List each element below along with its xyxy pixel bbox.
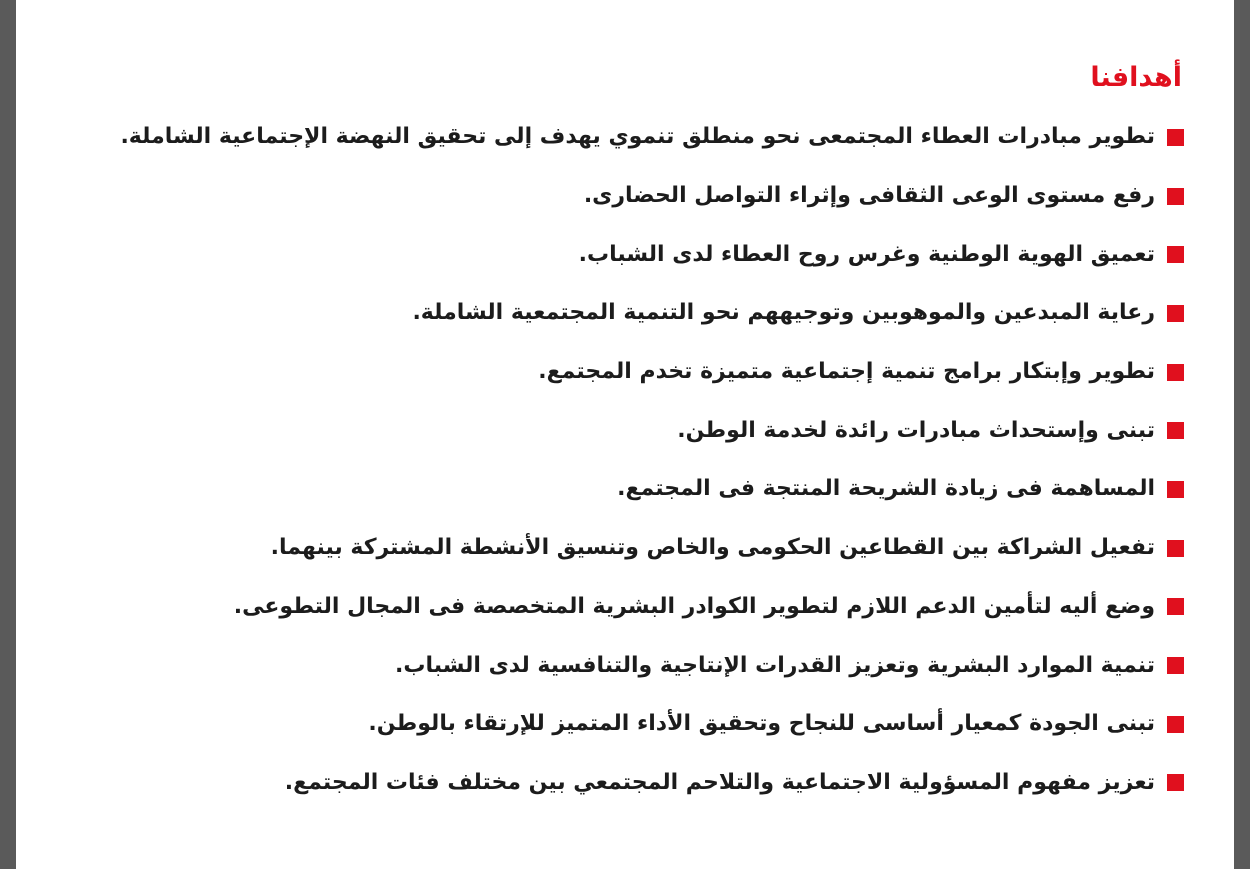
red-square-bullet-icon [1167,422,1184,439]
goal-item [34,284,1184,343]
red-square-bullet-icon [1167,540,1184,557]
red-square-bullet-icon [1167,188,1184,205]
goal-item [34,636,1184,695]
goal-text: تبنى الجودة كمعيار أساسى للنجاح وتحقيق الأداء المتميز للإرتقاء بالوطن. [368,711,1155,737]
red-square-bullet-icon [1167,774,1184,791]
goal-item [34,578,1184,637]
goal-text: المساهمة فى زيادة الشريحة المنتجة فى المجتمع. [617,476,1155,502]
goal-item [34,167,1184,226]
goal-item [34,343,1184,402]
goal-item [34,401,1184,460]
goal-text: تفعيل الشراكة بين القطاعين الحكومى والخاص وتنسيق الأنشطة المشتركة بينهما. [270,535,1155,561]
red-square-bullet-icon [1167,481,1184,498]
goal-text: تطوير مبادرات العطاء المجتمعى نحو منطلق تنموي يهدف إلى تحقيق النهضة الإجتماعية الشاملة. [120,124,1155,150]
red-square-bullet-icon [1167,657,1184,674]
red-square-bullet-icon [1167,129,1184,146]
goal-item [34,225,1184,284]
document-page [16,0,1234,869]
goal-item [34,519,1184,578]
red-square-bullet-icon [1167,305,1184,322]
red-square-bullet-icon [1167,364,1184,381]
goal-text: رفع مستوى الوعى الثقافى وإثراء التواصل الحضارى. [583,183,1155,209]
goal-text: وضع أليه لتأمين الدعم اللازم لتطوير الكوادر البشرية المتخصصة فى المجال التطوعى. [233,593,1155,619]
goal-text: تعزيز مفهوم المسؤولية الاجتماعية والتلاحم المجتمعي بين مختلف فئات المجتمع. [284,769,1155,795]
goal-text: رعاية المبدعين والموهوبين وتوجيههم نحو التنمية المجتمعية الشاملة. [412,300,1155,326]
red-square-bullet-icon [1167,716,1184,733]
goal-text: تنمية الموارد البشرية وتعزيز القدرات الإنتاجية والتنافسية لدى الشباب. [395,652,1155,678]
goal-item [34,460,1184,519]
goal-text: تبنى وإستحداث مبادرات رائدة لخدمة الوطن. [677,417,1155,443]
goals-list [34,108,1184,812]
goal-item [34,695,1184,754]
red-square-bullet-icon [1167,598,1184,615]
red-square-bullet-icon [1167,246,1184,263]
goal-text: تطوير وإبتكار برامج تنمية إجتماعية متميزة تخدم المجتمع. [538,359,1155,385]
goal-item [34,754,1184,813]
section-heading: أهدافنا [1090,62,1182,93]
goal-text: تعميق الهوية الوطنية وغرس روح العطاء لدى الشباب. [578,241,1155,267]
goal-item [34,108,1184,167]
